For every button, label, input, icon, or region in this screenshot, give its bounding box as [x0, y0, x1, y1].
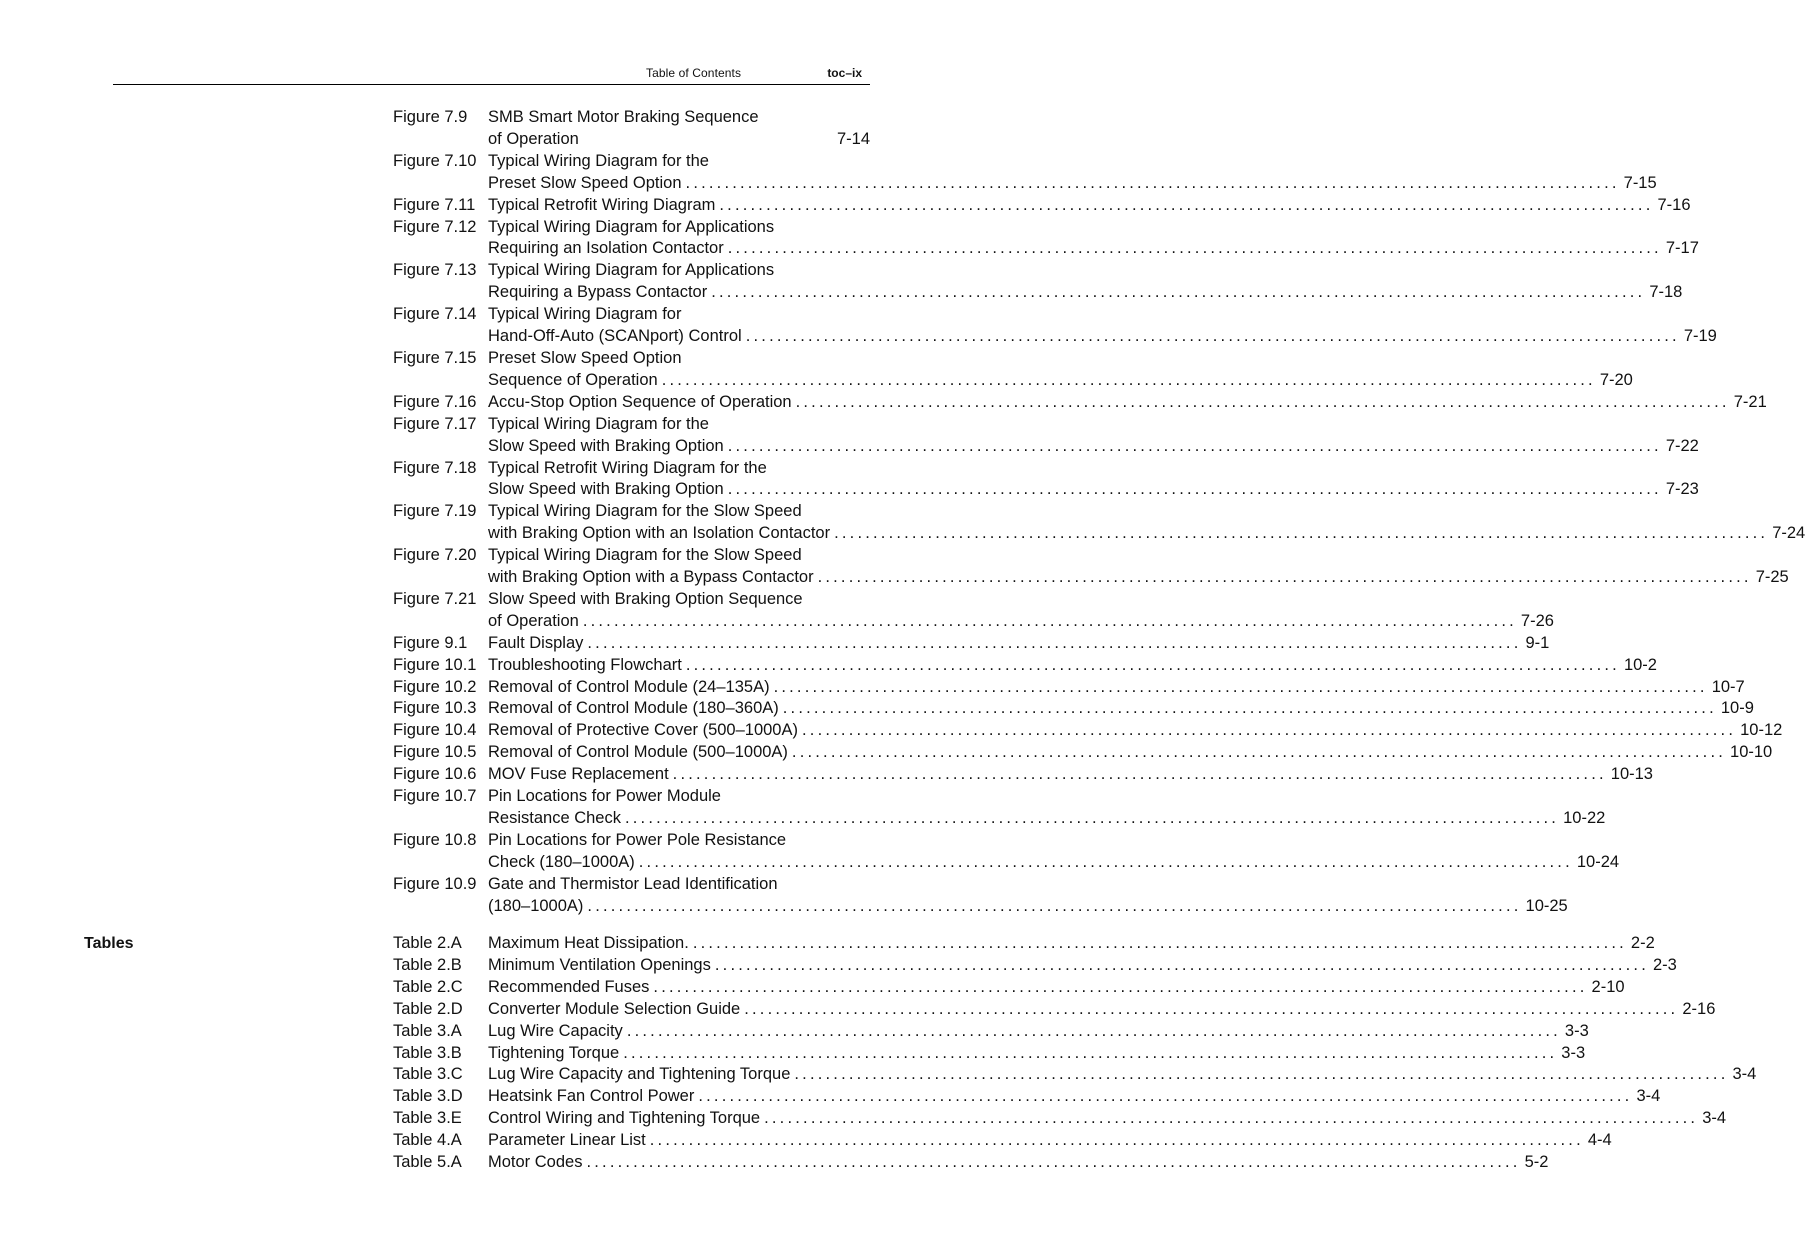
- dot-leader: ........................................................................................................................: [692, 934, 1627, 952]
- figure-entry: [393, 414, 1699, 458]
- entry-label: Figure 7.20: [393, 546, 477, 565]
- entry-line: [393, 545, 870, 567]
- entry-title: Recommended Fuses: [488, 977, 650, 996]
- entry-page-number: 10-24: [1576, 852, 1620, 871]
- entry-title: Removal of Protective Cover (500–1000A): [488, 721, 798, 740]
- entry-page-number: 3-3: [1564, 1021, 1589, 1040]
- entry-label: Figure 10.9: [393, 874, 477, 893]
- entry-line: [393, 458, 870, 480]
- entry-label: Figure 10.7: [393, 787, 477, 806]
- entry-line: [393, 326, 1717, 348]
- entry-label: Figure 7.9: [393, 108, 468, 126]
- figure-entry: [393, 151, 1657, 195]
- figure-entry: [393, 392, 1767, 414]
- dot-leader: ........................................................................................................................: [834, 524, 1769, 543]
- figure-entry: [393, 589, 1554, 633]
- entry-page-number: 7-17: [1665, 239, 1699, 258]
- entry-label: Figure 7.14: [393, 305, 477, 324]
- entry-title: Control Wiring and Tightening Torque: [488, 1109, 761, 1128]
- entry-title: Lug Wire Capacity and Tightening Torque: [488, 1065, 791, 1084]
- entry-line: [393, 436, 1699, 458]
- entry-line: [393, 933, 1655, 955]
- entry-page-number: 3-4: [1636, 1087, 1661, 1106]
- figure-entry: [393, 655, 1657, 677]
- dot-leader: ........................................................................................................................: [719, 195, 1654, 214]
- entry-page-number: 9-1: [1525, 633, 1550, 652]
- entry-label: Figure 7.10: [393, 151, 477, 170]
- entry-title: Fault Display: [488, 633, 584, 652]
- entry-line: [393, 501, 870, 523]
- header-title: Table of Contents: [646, 66, 742, 80]
- entry-label: Table 3.E: [393, 1109, 462, 1128]
- entry-title: Parameter Linear List: [488, 1131, 646, 1150]
- entry-label: Figure 7.17: [393, 414, 477, 433]
- entry-title: with Braking Option with an Isolation Contactor: [488, 524, 831, 543]
- entry-line: [393, 742, 1773, 764]
- entry-page-number: 10-12: [1740, 721, 1783, 740]
- table-entry: [393, 933, 1655, 955]
- entry-title: Hand-Off-Auto (SCANport) Control: [488, 327, 742, 346]
- entry-line: [393, 1064, 1757, 1086]
- entry-title: Typical Wiring Diagram for the: [488, 414, 709, 433]
- dot-leader: ........................................................................................................................: [685, 173, 1620, 192]
- figure-entry: [393, 742, 1773, 764]
- entry-title: Requiring a Bypass Contactor: [488, 283, 708, 302]
- entry-page-number: 10-25: [1525, 896, 1568, 915]
- dot-leader: ........................................................................................................................: [794, 1065, 1729, 1084]
- entry-title: Typical Retrofit Wiring Diagram for the: [488, 458, 767, 477]
- entry-label: Table 4.A: [393, 1131, 462, 1150]
- entry-title: Pin Locations for Power Module: [488, 787, 721, 806]
- table-entry: [393, 1064, 1757, 1086]
- entry-label: Table 2.A: [393, 934, 462, 952]
- entry-label: Figure 10.5: [393, 743, 477, 762]
- entry-title: Slow Speed with Braking Option Sequence: [488, 589, 803, 608]
- table-entry: [393, 1108, 1727, 1130]
- entry-label: Figure 10.8: [393, 830, 477, 849]
- entry-title: Typical Wiring Diagram for the: [488, 151, 709, 170]
- figure-entry: [393, 217, 1699, 261]
- entry-line: [393, 129, 870, 151]
- entry-label: Figure 10.4: [393, 721, 477, 740]
- entry-page-number: 3-3: [1561, 1043, 1586, 1062]
- table-entry: [393, 1086, 1661, 1108]
- entry-page-number: 2-2: [1630, 934, 1655, 952]
- entry-label: Table 2.B: [393, 955, 462, 974]
- figure-entry: [393, 260, 1683, 304]
- figure-entry: [393, 545, 1789, 589]
- tables-section-label: Tables: [84, 935, 134, 952]
- dot-leader: ........................................................................................................................: [773, 677, 1708, 696]
- figure-entry: [393, 786, 1606, 830]
- figure-entry: [393, 764, 1653, 786]
- entry-label: Table 3.D: [393, 1087, 463, 1106]
- entry-page-number: 7-26: [1520, 611, 1554, 630]
- figure-entry: [393, 874, 1568, 918]
- dot-leader: ........................................................................................................................: [744, 999, 1679, 1018]
- entry-title: MOV Fuse Replacement: [488, 765, 669, 784]
- entry-line: [393, 852, 1620, 874]
- dot-leader: ........................................................................................................................: [764, 1109, 1699, 1128]
- entry-line: [393, 633, 1550, 655]
- entry-label: Figure 7.16: [393, 392, 477, 411]
- entry-line: [393, 282, 1683, 304]
- entry-line: [393, 1152, 1549, 1174]
- tables-list: [393, 933, 1757, 1174]
- entry-page-number: 10-7: [1711, 677, 1745, 696]
- entry-page-number: 7-21: [1733, 392, 1767, 411]
- entry-line: [393, 151, 870, 173]
- entry-line: [393, 523, 1805, 545]
- dot-leader: ........................................................................................................................: [745, 327, 1680, 346]
- entry-title: Typical Wiring Diagram for Applications: [488, 261, 775, 280]
- entry-page-number: 4-4: [1587, 1131, 1612, 1150]
- entry-page-number: 7-18: [1649, 283, 1683, 302]
- entry-title: Check (180–1000A): [488, 852, 635, 871]
- entry-page-number: 3-4: [1702, 1109, 1727, 1128]
- entry-line: [393, 720, 1783, 742]
- figure-entry: [393, 458, 1699, 502]
- entry-title: Converter Module Selection Guide: [488, 999, 741, 1018]
- entry-line: [393, 217, 870, 239]
- figure-entry: [393, 501, 1805, 545]
- dot-leader: ........................................................................................................................: [653, 977, 1588, 996]
- entry-line: [393, 1043, 1586, 1065]
- entry-title: Typical Wiring Diagram for the Slow Speed: [488, 546, 802, 565]
- entry-label: Table 3.A: [393, 1021, 462, 1040]
- entry-line: [393, 348, 870, 370]
- dot-leader: ........................................................................................................................: [586, 1153, 1521, 1172]
- entry-page-number: 2-16: [1682, 999, 1716, 1018]
- entry-line: [393, 260, 870, 282]
- entry-line: [393, 999, 1716, 1021]
- entry-title: Typical Wiring Diagram for: [488, 305, 682, 324]
- entry-line: [393, 392, 1767, 414]
- entry-line: [393, 677, 1745, 699]
- entry-line: [393, 896, 1568, 918]
- entry-line: [393, 479, 1699, 501]
- entry-label: Figure 7.13: [393, 261, 477, 280]
- dot-leader: ........................................................................................................................: [802, 721, 1737, 740]
- entry-label: Figure 7.21: [393, 589, 477, 608]
- running-header: [113, 64, 870, 85]
- dot-leader: ........................................................................................................................: [661, 370, 1596, 389]
- entry-page-number: 7-16: [1657, 195, 1691, 214]
- table-entry: [393, 1043, 1586, 1065]
- entry-line: [393, 1130, 1612, 1152]
- dot-leader: ........................................................................................................................: [714, 955, 1649, 974]
- entry-title: Requiring an Isolation Contactor: [488, 239, 724, 258]
- entry-line: [393, 1086, 1661, 1108]
- dot-leader: ........................................................................................................................: [817, 568, 1752, 587]
- dot-leader: ........................................................................................................................: [587, 896, 1522, 915]
- entry-label: Figure 7.19: [393, 502, 477, 521]
- entry-title: Motor Codes: [488, 1153, 583, 1172]
- entry-page-number: 10-22: [1563, 809, 1606, 827]
- entry-page-number: 7-19: [1683, 327, 1717, 346]
- entry-title: Tightening Torque: [488, 1043, 620, 1062]
- figure-entry: [393, 720, 1783, 742]
- entry-title: (180–1000A): [488, 896, 584, 915]
- entry-line: [393, 655, 1657, 677]
- dot-leader: ........................................................................................................................: [727, 436, 1662, 455]
- entry-page-number: 10-13: [1610, 765, 1653, 784]
- entry-line: [393, 173, 1657, 195]
- entry-label: Figure 7.12: [393, 217, 477, 236]
- entry-line: [393, 107, 870, 129]
- entry-title: Removal of Control Module (500–1000A): [488, 743, 788, 762]
- entry-line: [393, 304, 870, 326]
- figure-entry: [393, 195, 1691, 217]
- entry-line: [393, 786, 870, 808]
- dot-leader: ........................................................................................................................: [626, 1021, 1561, 1040]
- figure-entry: [393, 698, 1754, 720]
- entry-title: Minimum Ventilation Openings: [488, 955, 711, 974]
- entry-title: Sequence of Operation: [488, 370, 658, 389]
- entry-title: Heatsink Fan Control Power: [488, 1087, 695, 1106]
- entry-label: Figure 10.1: [393, 655, 477, 674]
- entry-page-number: 7-22: [1665, 436, 1699, 455]
- dot-leader: ........................................................................................................................: [685, 655, 1620, 674]
- table-entry: [393, 1130, 1612, 1152]
- entry-line: [393, 414, 870, 436]
- entry-page-number: 7-15: [1623, 173, 1657, 192]
- entry-label: Figure 7.18: [393, 458, 477, 477]
- entry-title: Removal of Control Module (24–135A): [488, 677, 770, 696]
- entry-title: of Operation: [488, 611, 579, 630]
- dot-leader: ........................................................................................................................: [795, 392, 1730, 411]
- entry-label: Figure 10.3: [393, 699, 477, 718]
- entry-title: Typical Wiring Diagram for the Slow Speed: [488, 502, 802, 521]
- entry-title: Preset Slow Speed Option: [488, 173, 682, 192]
- entry-title: SMB Smart Motor Braking Sequence: [488, 108, 759, 126]
- table-entry: [393, 955, 1677, 977]
- entry-label: Table 3.B: [393, 1043, 462, 1062]
- entry-page-number: 5-2: [1524, 1153, 1549, 1172]
- entry-label: Figure 10.2: [393, 677, 477, 696]
- entry-label: Table 5.A: [393, 1153, 462, 1172]
- entry-label: Figure 10.6: [393, 765, 477, 784]
- table-entry: [393, 999, 1716, 1021]
- dot-leader: ........................................................................................................................: [727, 239, 1662, 258]
- entry-title: Maximum Heat Dissipation.: [488, 934, 689, 952]
- figure-entry: [393, 107, 870, 151]
- entry-page-number: 10-10: [1730, 743, 1773, 762]
- entry-title: Accu-Stop Option Sequence of Operation: [488, 392, 792, 411]
- table-entry: [393, 977, 1625, 999]
- entry-title: Troubleshooting Flowchart: [488, 655, 682, 674]
- entry-title: Gate and Thermistor Lead Identification: [488, 874, 778, 893]
- entry-page-number: 10-2: [1623, 655, 1657, 674]
- entry-title: Preset Slow Speed Option: [488, 348, 682, 367]
- dot-leader: ........................................................................................................................: [638, 852, 1573, 871]
- entry-page-number: 7-24: [1772, 524, 1805, 543]
- entry-line: [393, 1021, 1589, 1043]
- dot-leader: ........................................................................................................................: [711, 283, 1646, 302]
- dot-leader: ........................................................................................................................: [727, 480, 1662, 499]
- figure-entry: [393, 348, 1633, 392]
- entry-title: of Operation: [488, 129, 579, 148]
- header-page-number: toc–ix: [827, 66, 862, 80]
- dot-leader: ........................................................................................................................: [672, 765, 1607, 784]
- dot-leader: ........................................................................................................................: [587, 633, 1522, 652]
- entry-page-number: 7-23: [1665, 480, 1699, 499]
- entry-line: [393, 955, 1677, 977]
- dot-leader: ........................................................................................................................: [649, 1131, 1584, 1150]
- dot-leader: ........................................................................................................................: [782, 699, 1717, 718]
- entry-line: [393, 977, 1625, 999]
- entry-title: Removal of Control Module (180–360A): [488, 699, 779, 718]
- figure-entry: [393, 830, 1620, 874]
- entry-title: Typical Retrofit Wiring Diagram: [488, 195, 716, 214]
- entry-page-number: 3-4: [1732, 1065, 1757, 1084]
- entry-line: [393, 764, 1653, 786]
- figure-entry: [393, 677, 1745, 699]
- entry-line: [393, 698, 1754, 720]
- entry-line: [393, 611, 1554, 633]
- entry-label: Figure 9.1: [393, 633, 468, 652]
- entry-label: Table 2.D: [393, 999, 463, 1018]
- entry-line: [393, 1108, 1727, 1130]
- entry-line: [393, 589, 870, 611]
- entry-page-number: 10-9: [1720, 699, 1754, 718]
- dot-leader: ........................................................................................................................: [791, 743, 1727, 762]
- entry-line: [393, 238, 1699, 260]
- dot-leader: ........................................................................................................................: [582, 611, 1517, 630]
- dot-leader: ........................................................................................................................: [623, 1043, 1558, 1062]
- entry-label: Table 3.C: [393, 1065, 463, 1084]
- dot-leader: ........................................................................................................................: [624, 809, 1560, 827]
- figure-entry: [393, 633, 1550, 655]
- figure-entry: [393, 304, 1717, 348]
- entry-title: Resistance Check: [488, 809, 621, 827]
- entry-title: Slow Speed with Braking Option: [488, 480, 724, 499]
- entry-line: [393, 370, 1633, 392]
- entry-title: Typical Wiring Diagram for Applications: [488, 217, 775, 236]
- entry-line: [393, 808, 1606, 830]
- entry-label: Figure 7.11: [393, 195, 476, 214]
- entry-title: Pin Locations for Power Pole Resistance: [488, 830, 787, 849]
- entry-title: Lug Wire Capacity: [488, 1021, 623, 1040]
- entry-label: Table 2.C: [393, 977, 463, 996]
- figures-list: [393, 107, 1805, 918]
- entry-label: Figure 7.15: [393, 348, 477, 367]
- entry-page-number: 7-25: [1755, 568, 1789, 587]
- dot-leader: ........................................................................................................................: [698, 1087, 1633, 1106]
- entry-page-number: 7-14: [836, 129, 870, 148]
- table-entry: [393, 1021, 1589, 1043]
- table-entry: [393, 1152, 1549, 1174]
- entry-page-number: 2-10: [1591, 977, 1625, 996]
- entry-line: [393, 874, 870, 896]
- entry-line: [393, 567, 1789, 589]
- entry-line: [393, 830, 870, 852]
- entry-title: Slow Speed with Braking Option: [488, 436, 724, 455]
- entry-page-number: 2-3: [1652, 955, 1677, 974]
- entry-page-number: 7-20: [1599, 370, 1633, 389]
- entry-line: [393, 195, 1691, 217]
- entry-title: with Braking Option with a Bypass Contactor: [488, 568, 814, 587]
